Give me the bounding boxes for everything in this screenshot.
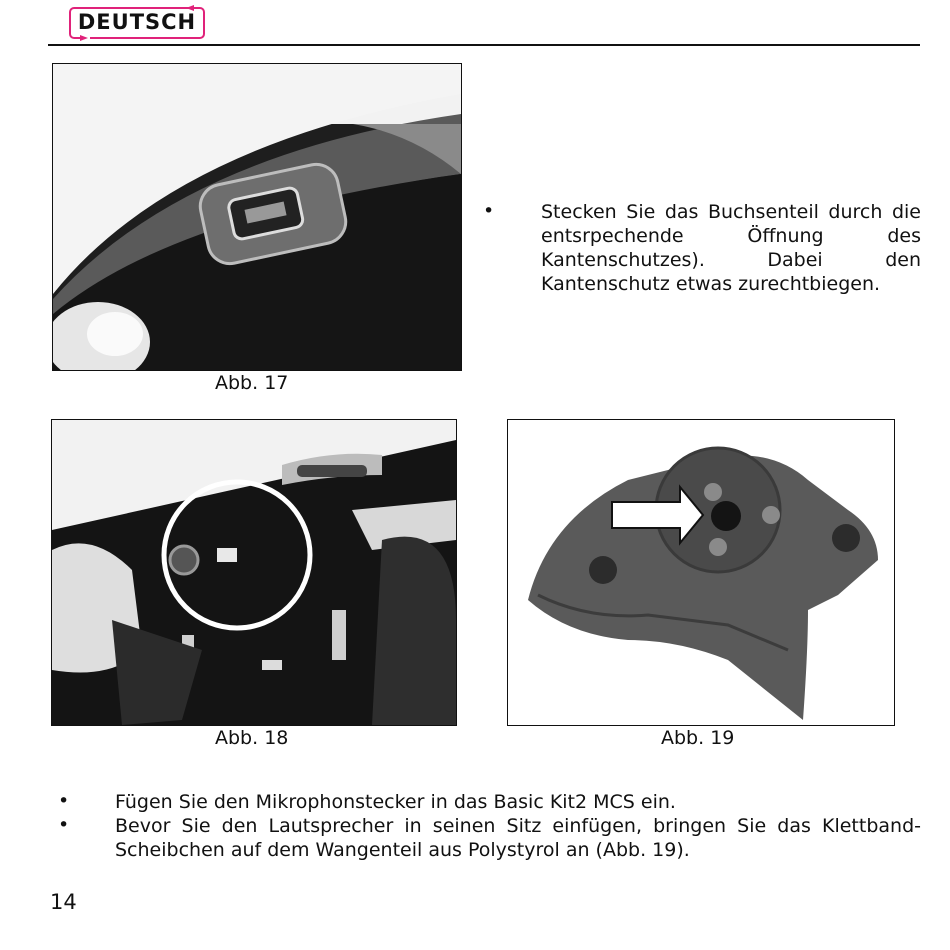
language-label: DEUTSCH [77, 10, 197, 34]
figure-18-caption: Abb. 18 [215, 727, 289, 749]
figure-17-caption: Abb. 17 [215, 372, 289, 394]
bullet-marker: • [483, 200, 495, 222]
header-rule [48, 44, 920, 46]
instruction-bottom-1: Fügen Sie den Mikrophonstecker in das Basic Kit2 MCS ein. [115, 791, 676, 813]
instruction-top: Stecken Sie das Buchsenteil durch die entsrpechende Öffnung des Kantenschutzes). Dabei den Kantenschutz etwas zurechtbiegen. [541, 201, 921, 295]
bullet-marker: • [58, 814, 70, 836]
bullet-marker: • [58, 790, 70, 812]
page-number: 14 [50, 890, 77, 914]
figure-19-photo [507, 419, 895, 726]
figure-18-photo [51, 419, 457, 726]
figure-19-caption: Abb. 19 [661, 727, 735, 749]
figure-17-photo [52, 63, 462, 371]
language-badge [68, 5, 206, 39]
instruction-bottom-2: Bevor Sie den Lautsprecher in seinen Sitz einfügen, bringen Sie das Klettband-Scheibchen auf dem Wangenteil aus Polystyrol an (Abb. 19). [115, 815, 921, 861]
